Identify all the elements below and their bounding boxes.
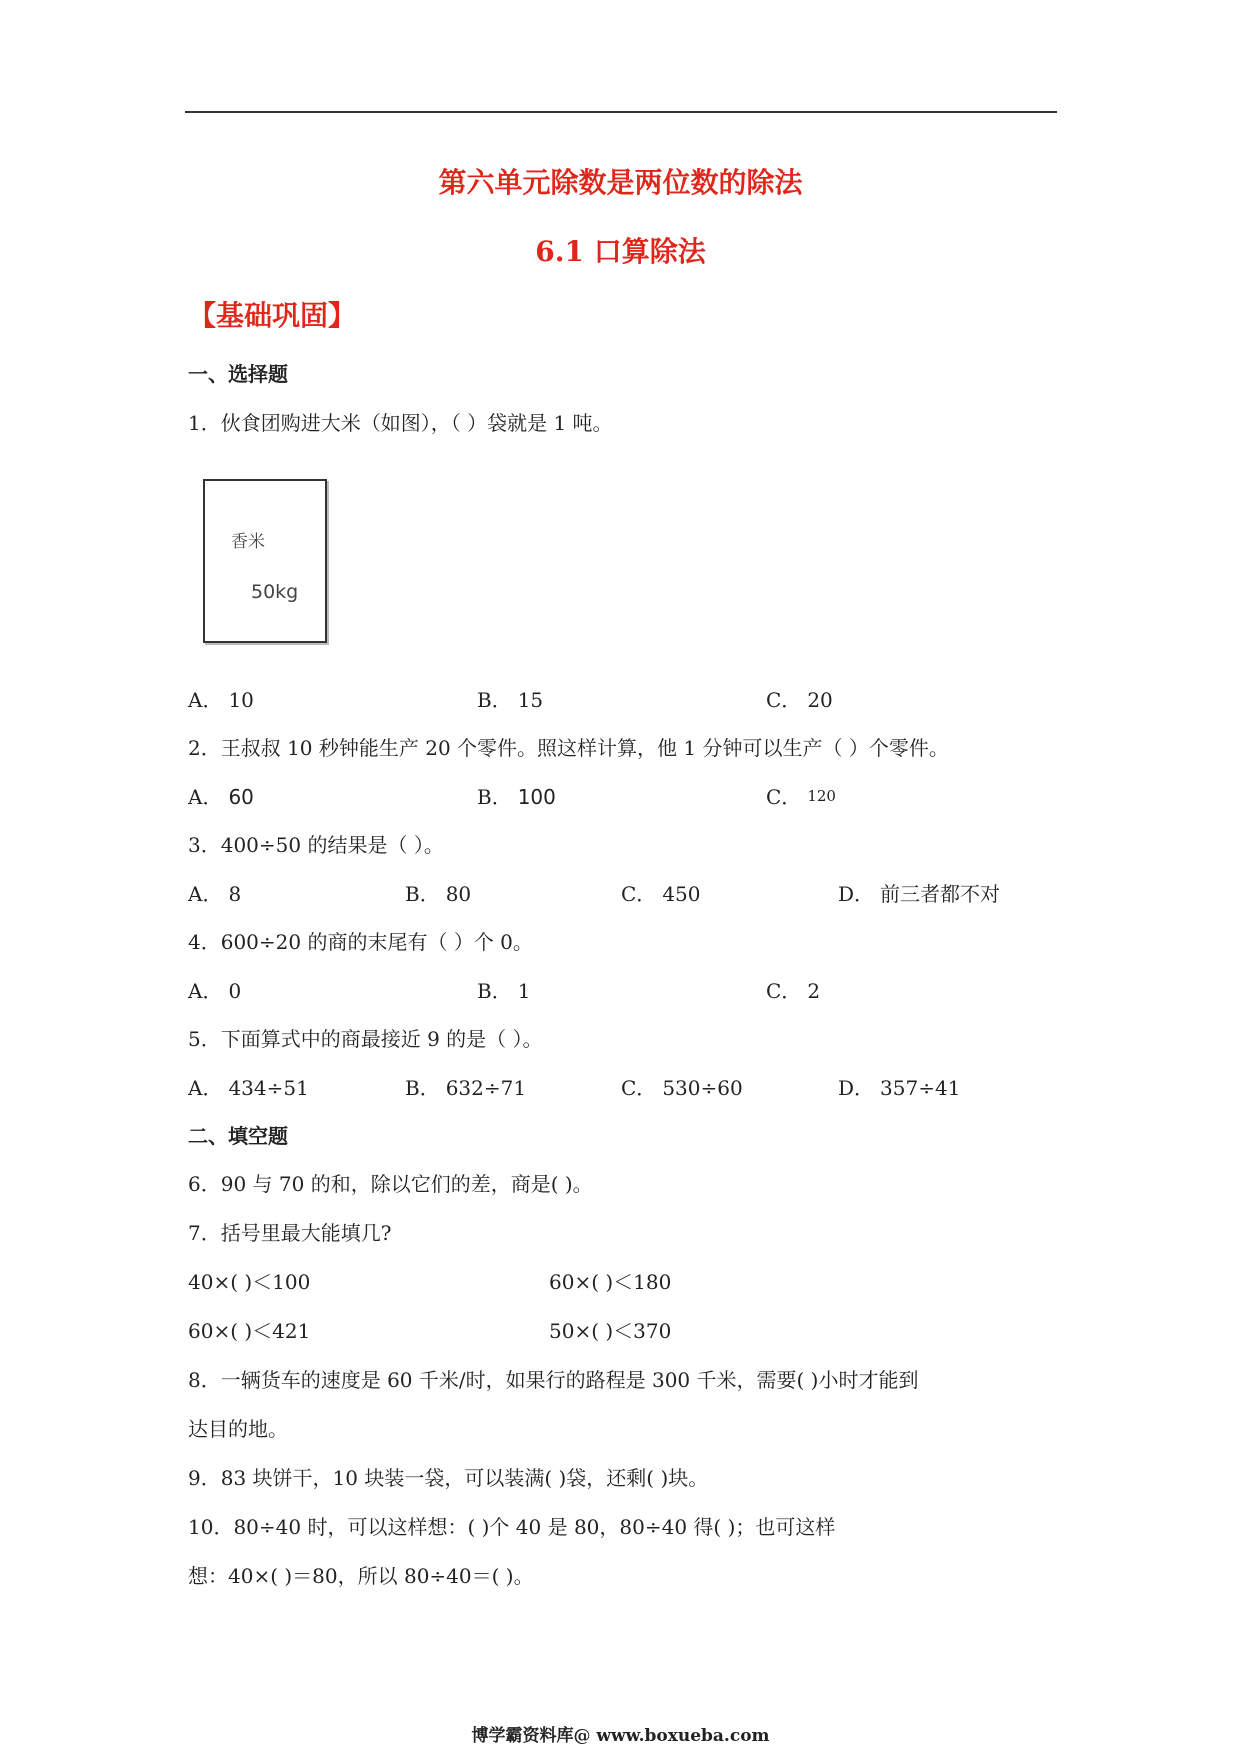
q1-option-b: B． 15 <box>477 688 544 712</box>
q7-item-4: 50×( )＜370 <box>549 1319 672 1343</box>
question-10-line-1: 10．80÷40 时，可以这样想：( )个 40 是 80，80÷40 得( )；也可这样 <box>188 1515 836 1539</box>
lesson-title: 6.1 口算除法 <box>535 235 706 268</box>
question-7: 7．括号里最大能填几? <box>188 1221 392 1245</box>
q2-option-b: B． 100 <box>477 785 556 809</box>
footer-watermark: 博学霸资料库@ www.boxueba.com <box>471 1726 770 1746</box>
part2-heading: 二、填空题 <box>188 1124 288 1148</box>
q1-option-c: C． 20 <box>766 688 833 712</box>
question-9: 9．83 块饼干，10 块装一袋，可以装满( )袋，还剩( )块。 <box>188 1466 709 1490</box>
question-2: 2．王叔叔 10 秒钟能生产 20 个零件。照这样计算，他 1 分钟可以生产（ ）个零件。 <box>188 736 949 760</box>
section-tag: 【基础巩固】 <box>188 299 357 332</box>
q3-option-b: B． 80 <box>405 882 472 906</box>
rice-bag-figure <box>203 479 327 643</box>
question-5: 5．下面算式中的商最接近 9 的是（ ）。 <box>188 1027 543 1051</box>
q5-option-a: A． 434÷51 <box>188 1076 309 1100</box>
q4-option-b: B． 1 <box>477 979 531 1003</box>
question-6: 6．90 与 70 的和，除以它们的差，商是( )。 <box>188 1172 593 1196</box>
q5-option-b: B． 632÷71 <box>405 1076 527 1100</box>
q5-option-d: D． 357÷41 <box>838 1076 961 1100</box>
question-4: 4．600÷20 的商的末尾有（ ）个 0。 <box>188 930 533 954</box>
question-8-line-1: 8．一辆货车的速度是 60 千米/时，如果行的路程是 300 千米，需要( )小时才能到 <box>188 1368 919 1392</box>
q3-option-c: C． 450 <box>621 882 701 906</box>
q7-item-2: 60×( )＜180 <box>549 1270 672 1294</box>
q2-option-a: A． 60 <box>188 785 254 809</box>
unit-title: 第六单元除数是两位数的除法 <box>438 166 803 199</box>
q1-option-a: A． 10 <box>188 688 254 712</box>
q7-item-1: 40×( )＜100 <box>188 1270 311 1294</box>
q7-item-3: 60×( )＜421 <box>188 1319 311 1343</box>
question-10-line-2: 想：40×( )＝80，所以 80÷40＝( )。 <box>188 1564 534 1588</box>
q5-option-c: C． 530÷60 <box>621 1076 743 1100</box>
question-8-line-2: 达目的地。 <box>188 1417 288 1441</box>
rice-bag-weight: 50kg <box>251 581 299 603</box>
part1-heading: 一、选择题 <box>188 362 288 386</box>
header-rule <box>185 111 1057 113</box>
rice-bag-label: 香米 <box>231 532 265 552</box>
question-1: 1．伙食团购进大米（如图），（ ）袋就是 1 吨。 <box>188 411 613 435</box>
q2-option-c: C． 120 <box>766 785 836 809</box>
q4-option-c: C． 2 <box>766 979 821 1003</box>
q3-option-a: A． 8 <box>188 882 242 906</box>
q4-option-a: A． 0 <box>188 979 242 1003</box>
question-3: 3．400÷50 的结果是（ ）。 <box>188 833 444 857</box>
q3-option-d: D． 前三者都不对 <box>838 882 1001 906</box>
